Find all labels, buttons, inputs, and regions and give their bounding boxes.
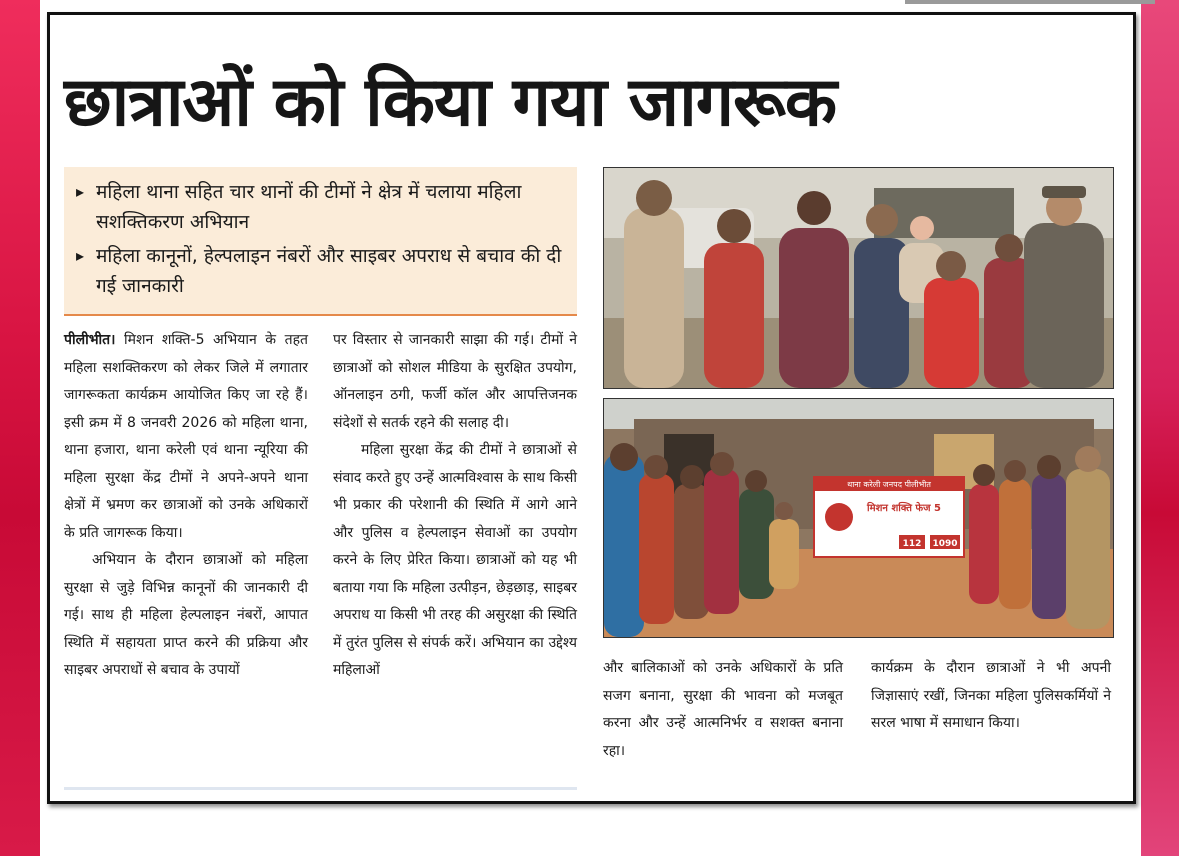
banner-top-text: थाना करेली जनपद पीलीभीत	[847, 480, 931, 489]
article-column-1	[64, 327, 308, 685]
highlight-text: महिला कानूनों, हेल्पलाइन नंबरों और साइबर अपराध से बचाव की दी गई जानकारी	[96, 245, 562, 297]
helpline-1090: 1090	[932, 539, 958, 549]
article-paragraph: महिला सुरक्षा केंद्र की टीमों ने छात्राओं से संवाद करते हुए उन्हें आत्मविश्वास के साथ किसी भी प्रकार की परेशानी की स्थिति में आगे आने और पुलिस व हेल्पलाइन सेवाओं का उपयोग करने के लिए प्रेरित किया। छात्राओं को यह भी बताया गया कि महिला उत्पीड़न, छेड़छाड़, साइबर अपराध या किसी भी तरह की असुरक्षा की स्थिति में तुरंत पुलिस से संपर्क करें। अभियान का उद्देश्य महिलाओं	[333, 442, 577, 678]
article-paragraph: और बालिकाओं को उनके अधिकारों के प्रति सजग बनाना, सुरक्षा की भावना को मजबूत करना और उन्हें आत्मनिर्भर व सशक्त बनाना रहा।	[603, 660, 843, 759]
left-pink-border	[0, 0, 40, 856]
photo-awareness-group-with-banner	[603, 398, 1114, 638]
bottom-rule	[64, 787, 577, 790]
helpline-112: 112	[902, 539, 922, 549]
banner-title: मिशन शक्ति फेज 5	[867, 503, 941, 514]
newspaper-clipping	[47, 12, 1136, 804]
highlight-text: महिला थाना सहित चार थानों की टीमों ने क्षेत्र में चलाया महिला सशक्तिकरण अभियान	[96, 181, 522, 233]
headline: छात्राओं को किया गया जागरूक	[64, 63, 837, 142]
bullet-arrow-icon: ▸	[76, 182, 85, 201]
article-paragraph: कार्यक्रम के दौरान छात्राओं ने भी अपनी जिज्ञासाएं रखीं, जिनका महिला पुलिसकर्मियों ने सरल भाषा में समाधान किया।	[871, 660, 1111, 731]
article-paragraph: अभियान के दौरान छात्राओं को महिला सुरक्षा से जुड़े विभिन्न कानूनों की जानकारी दी गई। साथ ही महिला हेल्पलाइन नंबरों, आपात स्थिति में सहायता प्राप्त करने की प्रक्रिया और साइबर अपराधों से बचाव के उपायों	[64, 552, 308, 678]
highlight-item	[76, 241, 586, 301]
article-column-4	[871, 655, 1111, 738]
right-pink-border	[1141, 0, 1179, 856]
article-paragraph: मिशन शक्ति-5 अभियान के तहत महिला सशक्तिकरण को लेकर जिले में लगातार जागरूकता कार्यक्रम आयोजित किए जा रहे हैं। इसी क्रम में 8 जनवरी 2026 को महिला थाना, थाना हजारा, थाना करेली एवं थाना न्यूरिया की महिला सुरक्षा केंद्र टीमों ने अपने-अपने थाना क्षेत्रों में भ्रमण कर छात्राओं को उनके अधिकारों के प्रति जागरूक किया।	[64, 332, 308, 541]
top-gray-tab	[905, 0, 1155, 4]
photo-police-distributing-pamphlets	[603, 167, 1114, 389]
article-column-2	[333, 327, 577, 685]
highlights-divider	[64, 314, 577, 316]
article-column-3	[603, 655, 843, 765]
highlight-item	[76, 177, 586, 237]
highlights-box	[64, 167, 577, 315]
bullet-arrow-icon: ▸	[76, 246, 85, 265]
article-paragraph: पर विस्तार से जानकारी साझा की गई। टीमों ने छात्राओं को सोशल मीडिया के सुरक्षित उपयोग, ऑनलाइन ठगी, फर्जी कॉल और आपत्तिजनक संदेशों से सतर्क रहने की सलाह दी।	[333, 332, 577, 431]
dateline: पीलीभीत।	[64, 332, 116, 348]
